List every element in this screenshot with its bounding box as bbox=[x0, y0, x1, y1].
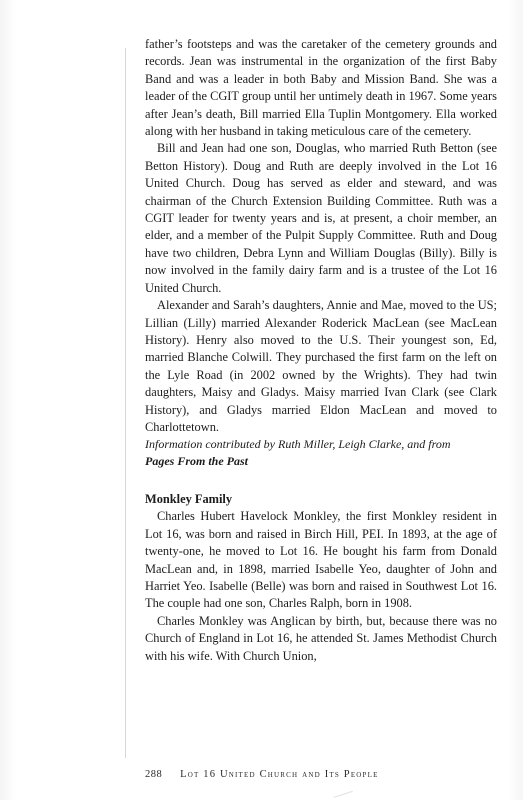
page-footer bbox=[145, 769, 497, 780]
credit-text: Information contributed by Ruth Miller, Leigh Clarke, and from bbox=[145, 437, 451, 452]
body-text bbox=[145, 36, 497, 665]
paragraph: Charles Hubert Havelock Monkley, the first Monkley resident in Lot 16, was born and raised in Birch Hill, PEI. In 1893, at the age of twenty-one, he moved to Lot 16. He bought his farm from Donald MacLean and, in 1898, married Isabelle Yeo, daughter of John and Harriet Yeo. Isabelle (Belle) was born and raised in Southwest Lot 16. The couple had one son, Charles Ralph, born in 1908. bbox=[145, 509, 497, 611]
paragraph: father’s footsteps and was the caretaker of the cemetery grounds and records. Jean was instrumental in the organization of the first Baby Band and was a leader in both Baby and Mission Band. She was a leader of the CGIT group until her untimely death in 1967. Some years after Jean’s death, Bill married Ella Tuplin Montgomery. Ella worked along with her husband in taking meticulous care of the cemetery. bbox=[145, 37, 497, 139]
margin-rule bbox=[125, 48, 126, 758]
page-number: 288 bbox=[145, 769, 163, 780]
scan-mark bbox=[331, 783, 353, 798]
section-heading: Monkley Family bbox=[145, 492, 233, 507]
section-spacer bbox=[145, 470, 497, 490]
credit-line bbox=[145, 436, 497, 470]
paragraph: Alexander and Sarah’s daughters, Annie and Mae, moved to the US; Lillian (Lilly) married Alexander Roderick MacLean (see MacLean History). Henry also moved to the U.S. Their youngest son, Ed, married Blanche Colwill. They purchased the first farm on the left on the Lyle Road (in 2002 owned by the Wrights). They had twin daughters, Maisy and Gladys. Maisy married Ivan Clark (see Clark History), and Gladys married Eldon MacLean and moved to Charlottetown. bbox=[145, 298, 497, 434]
credit-source: Pages From the Past bbox=[145, 454, 249, 469]
paragraph: Bill and Jean had one son, Douglas, who married Ruth Betton (see Betton History). Doug and Ruth are deeply involved in the Lot 16 United Church. Doug has served as elder and steward, and was chairman of the Church Extension Building Committee. Ruth was a CGIT leader for twenty years and is, at present, a choir member, an elder, and a member of the Pulpit Supply Committee. Ruth and Doug have two children, Debra Lynn and William Douglas (Billy). Billy is now involved in the family dairy farm and is a trustee of the Lot 16 United Church. bbox=[145, 141, 497, 295]
running-title: Lot 16 United Church and Its People bbox=[180, 769, 379, 780]
paragraph: Charles Monkley was Anglican by birth, but, because there was no Church of England in Lot 16, he attended St. James Methodist Church with his wife. With Church Union, bbox=[145, 613, 497, 663]
